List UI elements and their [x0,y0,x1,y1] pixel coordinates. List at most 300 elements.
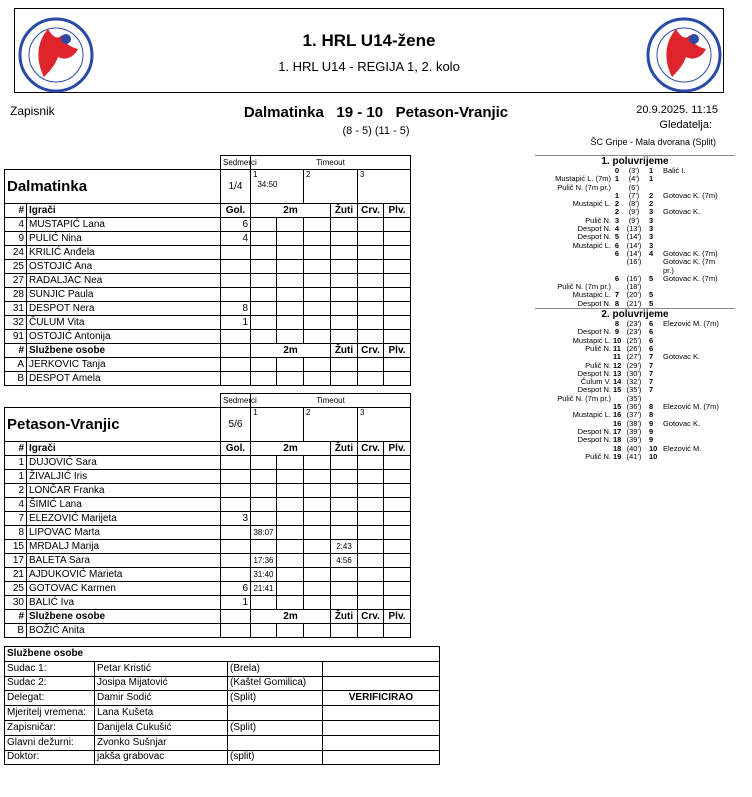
player-yellow-card [331,526,358,540]
player-goals [221,540,251,554]
goal-minute: (23') [626,327,642,337]
official-role: Delegat: [5,691,95,706]
col-goals: Gol. [221,442,251,456]
player-red-card [358,568,384,582]
home-running-score: 2 [614,207,619,217]
player-blue-card [384,232,411,246]
player-suspension [251,302,277,316]
goal-minute: (27') [626,352,642,362]
player-number: 21 [5,568,27,582]
away-running-score: 7 [649,360,654,370]
player-row [5,526,411,540]
home-running-score: 9 [614,327,619,337]
player-yellow-card [331,456,358,470]
player-red-card [358,232,384,246]
player-yellow-card [331,484,358,498]
player-goals [221,288,251,302]
player-number: 2 [5,484,27,498]
away-running-score: 7 [649,352,654,362]
player-yellow-card [331,568,358,582]
home-running-score: 11 [613,352,621,362]
home-running-score: 15 [613,385,622,395]
player-suspension [304,330,331,344]
home-team-name: Dalmatinka [243,104,324,121]
player-suspension [304,512,331,526]
away-sedmerci: 5/6 [221,408,251,442]
home-team-title: Dalmatinka [5,170,221,204]
home-timeout-2: 2 [304,170,358,204]
home-running-score: 1 [614,190,619,200]
home-running-score: 5 [614,232,619,242]
player-blue-card [384,484,411,498]
player-suspension [277,302,304,316]
col-red: Crv. [358,442,384,456]
official-row [5,706,440,721]
home-scorer: Pulič N. [585,343,611,353]
player-row [5,596,411,610]
official-name: Damir Sodić [95,691,228,706]
player-red-card [358,582,384,596]
away-running-score: 3 [649,207,654,217]
official-row [5,735,440,750]
away-running-score: 9 [649,418,654,428]
player-number: 4 [5,218,27,232]
player-suspension [277,456,304,470]
home-scorer: Mustapić L. [572,335,611,345]
goal-minute: (14') [626,248,642,258]
player-red-card [358,498,384,512]
player-name: SUNJIC Paula [27,288,221,302]
player-red-card [358,526,384,540]
staff-col-blue: Plv. [384,344,411,358]
official-place: (Kaštel Gomilica) [228,676,323,691]
player-goals: 3 [221,512,251,526]
player-blue-card [384,568,411,582]
goal-minute: (14') [626,240,642,250]
official-place [228,706,323,721]
away-scorer: Elezović M. [663,443,702,453]
goal-minute: (20') [626,290,642,300]
player-suspension [277,260,304,274]
staff-row [5,624,411,638]
away-running-score: 3 [649,215,654,225]
staff-row [5,372,411,386]
player-goals [221,260,251,274]
player-number: 27 [5,274,27,288]
player-yellow-card [331,316,358,330]
player-name: MUSTAPIĆ Lana [27,218,221,232]
away-running-score: 9 [649,435,654,445]
player-row [5,554,411,568]
player-row [5,568,411,582]
player-suspension [251,330,277,344]
player-suspension [304,260,331,274]
goal-minute: (9') [628,207,640,217]
player-goals: 6 [221,218,251,232]
player-name: ELEZOVIĆ Marijeta [27,512,221,526]
player-row [5,582,411,596]
player-row [5,260,411,274]
official-name: jakša grabovac [95,750,228,765]
player-suspension [304,218,331,232]
away-running-score: 6 [649,335,654,345]
player-goals [221,554,251,568]
player-suspension [251,232,277,246]
player-goals [221,498,251,512]
home-scorer: Despot N. [577,385,611,395]
home-scorer: Mustapić L. (7m) [555,174,611,184]
official-row [5,676,440,691]
goal-event [535,453,735,461]
goal-minute: (38') [626,418,642,428]
away-running-score: 8 [649,410,654,420]
player-row [5,498,411,512]
player-blue-card [384,218,411,232]
col-red: Crv. [358,204,384,218]
official-name: Lana Kušeta [95,706,228,721]
player-number: 31 [5,302,27,316]
home-timeout-3: 3 [358,170,411,204]
sedmerci-header: Sedmerci [221,156,251,170]
staff-col-2min: 2m [251,344,331,358]
player-suspension [251,484,277,498]
player-row [5,456,411,470]
player-suspension [277,218,304,232]
player-row [5,470,411,484]
goal-minute: (8') [628,199,640,209]
player-yellow-card [331,470,358,484]
away-running-score: 10 [649,451,658,461]
away-running-score: 4 [649,248,654,258]
official-name: Petar Kristić [95,661,228,676]
player-number: 4 [5,498,27,512]
player-suspension [277,470,304,484]
official-place: (Split) [228,720,323,735]
player-red-card [358,470,384,484]
away-running-score: 6 [649,319,654,329]
away-timeout-1: 1 [251,408,304,442]
player-number: 25 [5,260,27,274]
away-running-score: 5 [649,290,654,300]
away-running-score: 2 [649,190,654,200]
player-number: 24 [5,246,27,260]
player-name: DUJOVIĆ Sara [27,456,221,470]
competition-title: 1. HRL U14-žene [302,31,436,50]
home-scorer: Čulum V. [580,377,611,387]
goal-minute: (32') [626,377,642,387]
player-blue-card [384,498,411,512]
home-running-score: 12 [613,360,622,370]
player-suspension [304,470,331,484]
player-number: 28 [5,288,27,302]
match-datetime: 20.9.2025. 11:15 [636,104,718,116]
player-suspension [277,512,304,526]
away-running-score: 10 [649,443,658,453]
player-row [5,218,411,232]
player-red-card [358,456,384,470]
home-running-score: 0 [614,166,619,175]
player-yellow-card: 2:43 [331,540,358,554]
away-running-score: 9 [649,426,654,436]
away-running-score: 7 [649,377,654,387]
home-running-score: 11 [613,343,621,353]
goal-minute: (39') [626,426,642,436]
goal-minute: (18') [626,282,642,292]
player-blue-card [384,260,411,274]
goal-minute: (4') [628,174,640,184]
player-blue-card [384,582,411,596]
player-suspension [251,498,277,512]
away-scorer: Elezović M. (7m) [663,319,719,329]
col-num: # [5,204,27,218]
player-row [5,274,411,288]
player-yellow-card [331,260,358,274]
player-suspension [251,218,277,232]
player-goals [221,246,251,260]
away-scorer: Gotovac K. (7m) [663,273,718,283]
player-blue-card [384,246,411,260]
player-goals [221,484,251,498]
staff-letter: A [5,358,27,372]
player-number: 9 [5,232,27,246]
player-yellow-card: 4:56 [331,554,358,568]
home-running-score: 17 [613,426,622,436]
player-suspension [277,330,304,344]
player-suspension [251,260,277,274]
staff-col-yellow: Žuti [331,344,358,358]
player-suspension [304,596,331,610]
col-yellow: Žuti [331,204,358,218]
away-staff [5,624,411,638]
player-red-card [358,274,384,288]
second-half-goals [535,320,735,461]
report-header [14,8,724,93]
home-running-score: 7 [614,290,619,300]
player-name: ČULUM Vita [27,316,221,330]
player-row [5,540,411,554]
player-number: 17 [5,554,27,568]
away-running-score: 2 [649,199,654,209]
player-yellow-card [331,512,358,526]
home-scorer: Mustapić L. [572,410,611,420]
first-half-header: 1. poluvrijeme [535,155,735,167]
player-red-card [358,484,384,498]
player-suspension [251,470,277,484]
away-team-table [4,393,411,638]
away-scorer: Gotovac K. (7m [663,257,716,267]
player-suspension [277,232,304,246]
goal-minute: (7') [628,190,640,200]
away-running-score: 6 [649,327,654,337]
player-suspension [277,582,304,596]
player-suspension: 17:36 [251,554,277,568]
home-scorer: Despot N. [577,232,611,242]
player-goals: 6 [221,582,251,596]
player-goals [221,274,251,288]
player-number: 8 [5,526,27,540]
home-scorer: Pulič N. (7m pr.) [557,282,611,292]
home-running-score: 18 [613,443,622,453]
goal-minute: (14') [626,232,642,242]
away-running-score: 8 [649,402,654,412]
col-num: # [5,442,27,456]
goal-minute: (30') [626,368,642,378]
player-red-card [358,260,384,274]
home-scorer: Despot N. [577,327,611,337]
player-goals: 4 [221,232,251,246]
official-place [228,735,323,750]
home-scorer: Mustapić L. [572,290,611,300]
officials-title: Službene osobe [5,647,440,662]
home-scorer: Mustapić L. [572,199,611,209]
player-yellow-card [331,232,358,246]
goal-minute: (16') [626,257,642,267]
away-scorer: Gotovac K. [663,207,701,217]
player-name: LONČAR Franka [27,484,221,498]
away-running-score: 5 [649,298,654,308]
player-name: DESPOT Nera [27,302,221,316]
away-scorer: Gotovac K. [663,352,701,362]
player-suspension [304,274,331,288]
home-running-score: 6 [614,240,619,250]
player-goals [221,526,251,540]
player-red-card [358,596,384,610]
player-red-card [358,540,384,554]
player-suspension [304,316,331,330]
goal-minute: (25') [626,335,642,345]
away-team-name: Petason-Vranjic [395,104,509,121]
player-suspension [304,582,331,596]
official-row [5,720,440,735]
official-row [5,661,440,676]
player-goals: 8 [221,302,251,316]
player-row [5,512,411,526]
staff-col-2min: 2m [251,610,331,624]
halftime-scores: (8 - 5) (11 - 5) [342,125,410,137]
goal-event [535,258,735,266]
col-players: Igrači [27,442,221,456]
player-suspension [251,512,277,526]
player-yellow-card [331,596,358,610]
official-role: Zapisničar: [5,720,95,735]
sedmerci-header: Sedmerci [221,394,251,408]
player-suspension [277,484,304,498]
goal-minute: (16') [626,273,642,283]
player-red-card [358,218,384,232]
home-running-score: 16 [613,418,622,428]
goal-minute: (13') [626,224,642,234]
staff-col-red: Crv. [358,610,384,624]
player-goals [221,568,251,582]
player-suspension [304,568,331,582]
home-team-table [4,155,411,386]
player-yellow-card [331,302,358,316]
verified-stamp: VERIFICIRAO [323,691,440,706]
player-name: BALETA Sara [27,554,221,568]
staff-header: Službene osobe [27,610,221,624]
player-yellow-card [331,330,358,344]
away-scorer: Elezović M. (7m) [663,402,719,412]
player-blue-card [384,470,411,484]
player-suspension [304,540,331,554]
spectators-label: Gledatelja: [659,119,712,131]
official-place: (split) [228,750,323,765]
player-blue-card [384,288,411,302]
home-running-score: 19 [613,451,622,461]
home-running-score: 6 [614,248,619,258]
player-row [5,302,411,316]
player-blue-card [384,596,411,610]
player-goals [221,330,251,344]
col-2min: 2m [251,204,331,218]
away-scorer: Balić I. [663,166,686,175]
player-goals: 1 [221,316,251,330]
player-row [5,316,411,330]
federation-logo-left [18,17,94,93]
player-number: 32 [5,316,27,330]
player-name: BALIĆ Iva [27,596,221,610]
goal-minute: (40') [626,443,642,453]
home-staff [5,358,411,386]
player-red-card [358,302,384,316]
official-role: Sudac 1: [5,661,95,676]
player-number: 30 [5,596,27,610]
player-name: ŽIVALJIĆ Iris [27,470,221,484]
away-running-score: 1 [649,166,654,175]
player-number: 1 [5,470,27,484]
away-team-title: Petason-Vranjic [5,408,221,442]
staff-letter: B [5,624,27,638]
official-role: Mjeritelj vremena: [5,706,95,721]
player-red-card [358,554,384,568]
federation-logo-right [646,17,722,93]
player-red-card [358,246,384,260]
home-scorer: Despot N. [577,435,611,445]
goal-minute: (39') [626,435,642,445]
player-name: AJDUKOVIĆ Marieta [27,568,221,582]
player-blue-card [384,274,411,288]
player-yellow-card [331,246,358,260]
staff-letter: B [5,372,27,386]
home-scorer: Despot N. [577,298,611,308]
player-suspension [251,246,277,260]
col-yellow: Žuti [331,442,358,456]
home-running-score: 3 [614,215,619,225]
timeout-header: Timeout [251,156,411,170]
col-goals: Gol. [221,204,251,218]
official-place: (Brela) [228,661,323,676]
player-suspension [277,596,304,610]
player-row [5,246,411,260]
staff-col-num: # [5,610,27,624]
player-suspension: 31:40 [251,568,277,582]
col-players: Igrači [27,204,221,218]
home-scorer: Despot N. [577,224,611,234]
goal-minute: (36') [626,402,642,412]
player-yellow-card [331,218,358,232]
away-timeout-3: 3 [358,408,411,442]
timeout-header: Timeout [251,394,411,408]
home-running-score: 16 [613,410,622,420]
player-blue-card [384,316,411,330]
home-running-score: 14 [613,377,622,387]
goal-minute: (35') [626,393,642,403]
player-name: LIPOVAC Marta [27,526,221,540]
player-red-card [358,512,384,526]
staff-col-yellow: Žuti [331,610,358,624]
player-yellow-card [331,288,358,302]
away-running-score: 3 [649,232,654,242]
